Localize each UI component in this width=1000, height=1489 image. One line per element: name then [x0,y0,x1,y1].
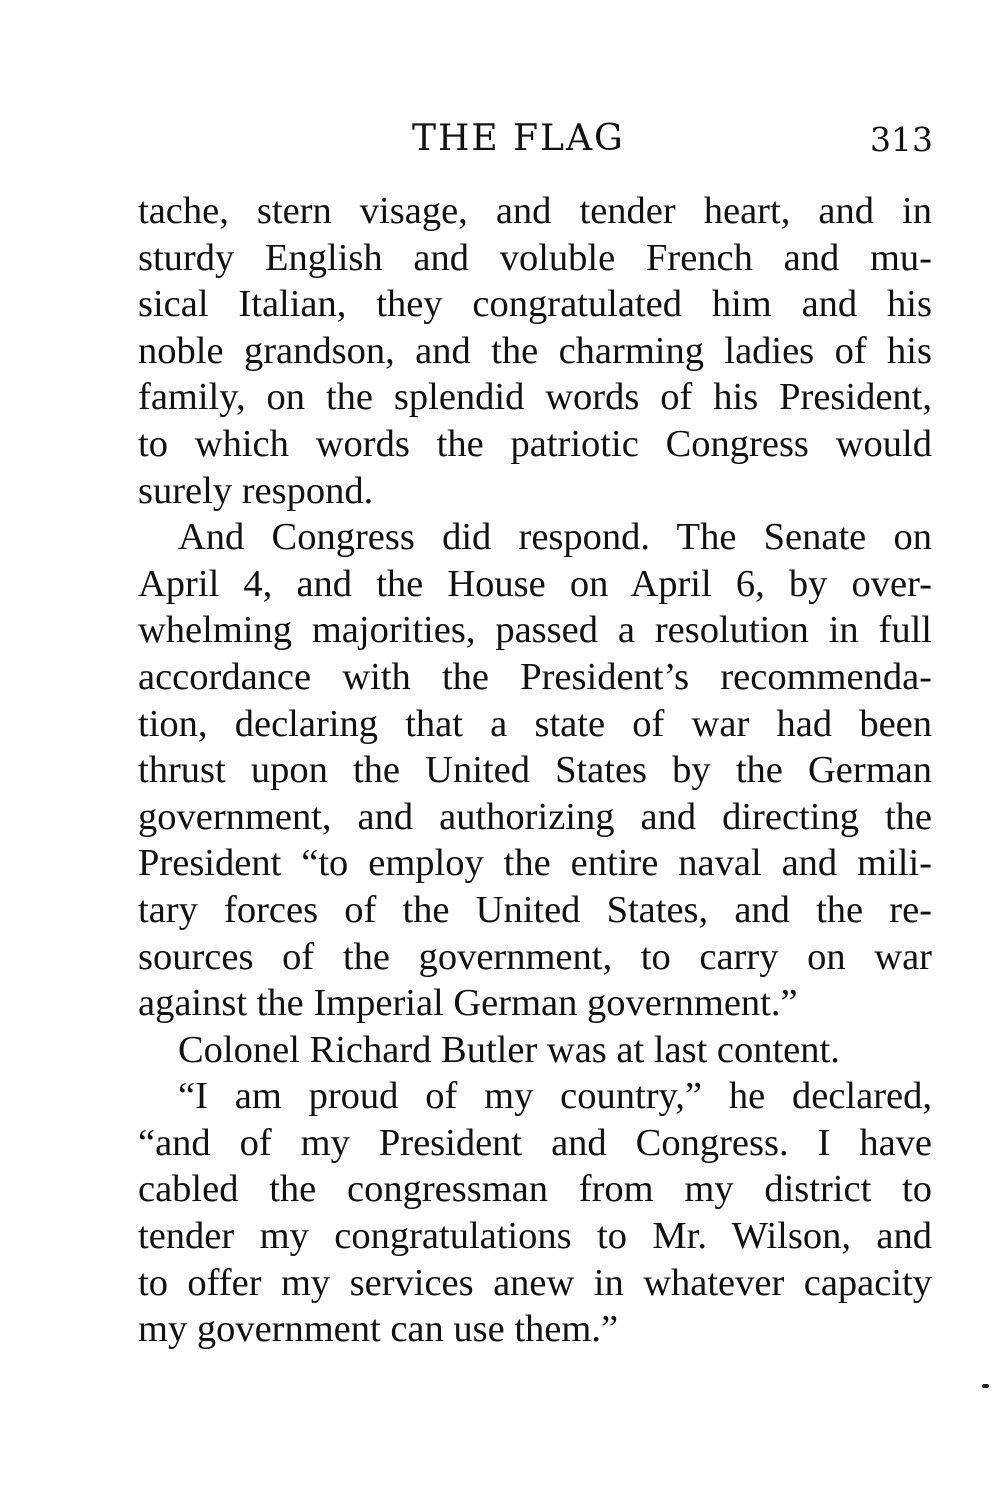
paragraph [138,514,932,1027]
text-line: government, and authorizing and directing the [138,795,932,838]
text-line: tion, declaring that a state of war had been [138,702,932,745]
body-text [138,188,932,1353]
paragraph [138,1027,932,1074]
running-title: THE FLAG [412,118,625,159]
text-line: against the Imperial German government.” [138,982,798,1025]
text-line: to which words the patriotic Congress would [138,422,932,465]
text-line: “I am proud of my country,” he declared, [178,1075,932,1118]
text-line: President “to employ the entire naval and mili- [138,842,932,885]
page-number: 313 [870,120,933,159]
running-head [0,118,1000,164]
text-line: cabled the congressman from my district to [138,1168,932,1211]
text-line: to offer my services anew in whatever capacity [138,1261,932,1304]
text-line: Colonel Richard Butler was at last content. [178,1028,840,1071]
text-line: my government can use them.” [138,1308,619,1351]
text-line: “and of my President and Congress. I have [138,1121,932,1164]
paragraph [138,188,932,514]
print-speck [982,1384,989,1388]
text-line: tache, stern visage, and tender heart, and in [138,190,932,232]
text-line: And Congress did respond. The Senate on [178,516,932,559]
text-line: family, on the splendid words of his President, [138,376,932,419]
paragraph [138,1073,932,1353]
text-line: noble grandson, and the charming ladies of his [138,329,932,372]
text-line: surely respond. [138,469,374,512]
text-line: tender my congratulations to Mr. Wilson, and [138,1215,932,1258]
text-line: accordance with the President’s recommenda- [138,655,932,698]
text-line: whelming majorities, passed a resolution in full [138,609,932,652]
text-line: thrust upon the United States by the German [138,749,932,792]
text-line: sical Italian, they congratulated him and his [138,283,932,326]
text-line: sturdy English and voluble French and mu- [138,236,932,279]
text-line: April 4, and the House on April 6, by over- [138,562,932,605]
text-line: tary forces of the United States, and the re- [138,888,932,931]
text-line: sources of the government, to carry on war [138,935,932,978]
